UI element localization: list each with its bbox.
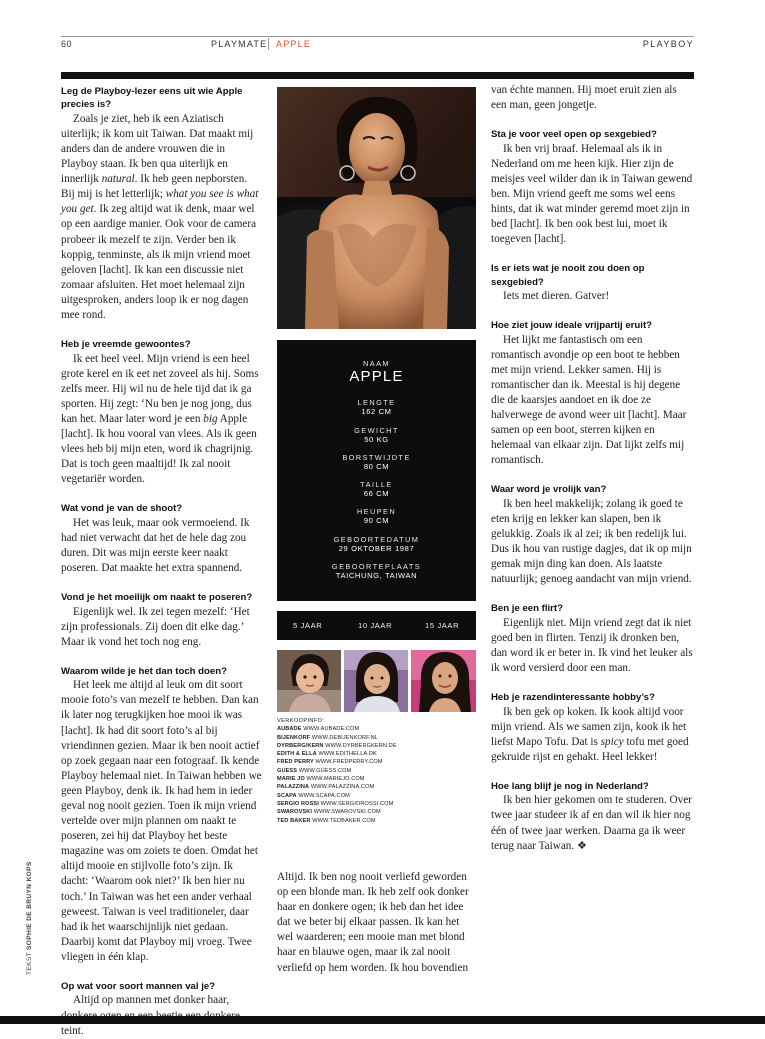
magazine-name: PLAYBOY <box>642 39 694 49</box>
stat-label-gewicht: GEWICHT <box>354 426 399 435</box>
sales-item <box>277 758 476 766</box>
stat-value-borstwijdte: 80 CM <box>363 462 390 471</box>
sales-brand: TED BAKER <box>277 817 311 824</box>
sales-item <box>277 808 476 816</box>
sales-url: WWW.PALAZZINA.COM <box>310 784 375 791</box>
sales-url: WWW.AUBADE.COM <box>303 726 360 733</box>
stats-box <box>277 340 476 601</box>
stat-label-borstwijdte: BORSTWIJDTE <box>342 453 411 462</box>
sales-item <box>277 792 476 800</box>
stat-value-taille: 66 CM <box>363 489 390 498</box>
text-run: Ik ben hier gekomen om te studeren. Over twee jaar studeer ik af en dan wil ik hier nog één of twee jaar werken. Daarna ga ik weer terug naar Taiwan. ❖ <box>491 794 692 852</box>
question-heading: Vond je het moeilijk om naakt te poseren? <box>61 592 253 604</box>
sales-brand: EDITH & ELLA <box>277 751 317 758</box>
sales-brand: SWAROVSKI <box>277 809 313 816</box>
stat-label-geboorteplaats: GEBOORTEPLAATS <box>331 562 422 571</box>
stat-value-geboorteplaats: TAICHUNG, TAIWAN <box>335 571 418 580</box>
question-heading: Hoe lang blijf je nog in Nederland? <box>491 780 649 792</box>
sales-info <box>277 717 476 825</box>
sales-item <box>277 775 476 783</box>
stat-label-heupen: HEUPEN <box>356 507 397 516</box>
sales-url: WWW.GUESS.COM <box>298 767 352 774</box>
question-heading: Is er iets wat je nooit zou doen op sexgebied? <box>491 263 645 288</box>
text-run: Ik ben gek op koken. Ik kook altijd voor mijn vriend. Als we samen zijn, kook ik het liefst Mapo Tofu. Dat is <box>491 705 687 748</box>
sales-item <box>277 742 476 750</box>
left-column <box>61 85 262 1039</box>
name-value: APPLE <box>349 368 404 385</box>
text-run: Ik eet heel veel. Mijn vriend is een heel grote kerel en ik eet net zoveel als hij. Soms zelfs meer. Hij wil nu de hele tijd dat ik ga sporten. Hij zegt: ‘Nu ben je nog jong, dus kan het. Maar later word je een <box>61 352 259 425</box>
stat-value-heupen: 90 CM <box>363 516 390 525</box>
text-run: Eigenlijk niet. Mijn vriend zegt dat ik niet goed ben in flirten. Tenzij ik dronken ben, dan word ik er beter in. Ik vind het leuker als ik word versierd door een man. <box>491 616 693 675</box>
right-column <box>491 83 693 854</box>
name-label: NAAM <box>363 359 390 368</box>
middle-column-paragraph: Altijd. Ik ben nog nooit verliefd geworden op een blonde man. Ik heb zelf ook donker haar en donkere ogen; ik heb dan het idee dat we beter bij elkaar passen. Ik kan het wel waarderen; een mooie man met blond haar en blauwe ogen, maar ik zal nooit verliefd op hem worden. Ik hou bovendien <box>277 871 469 974</box>
text-run: Zoals je ziet, heb ik een Aziatisch uiterlijk; ik kom uit Taiwan. Dat maakt mij anders dan de andere vrouwen die in Playboy staan. Ik ben qua uiterlijk en innerlijk <box>61 112 254 186</box>
sales-item <box>277 725 476 733</box>
emphasis-text: natural <box>101 173 135 186</box>
sales-url: WWW.EDITHELLA.DK <box>318 751 377 758</box>
sales-brand: SERGIO ROSSI <box>277 800 319 807</box>
text-run: Altijd op mannen met donker haar, teint. <box>61 994 230 1037</box>
emphasis-text: big <box>203 412 218 425</box>
stat-value-gewicht: 50 KG <box>364 435 389 444</box>
sales-url: WWW.TEDBAKER.COM <box>312 817 376 824</box>
sales-brand: AUBADE <box>277 726 302 733</box>
sales-item <box>277 750 476 758</box>
stat-label-taille: TAILLE <box>360 480 393 489</box>
answer-paragraph <box>491 333 693 469</box>
text-run: Ik ben vrij braaf. Helemaal als ik in Nederland om me heen kijk. Hier zijn de meisjes veel wilder dan ik in Taiwan gewend ben. Mijn vriend geeft me soms wel eens hints, dat ik wat minder geremd moet zijn in bed [lacht]. Ik ben ook best lui, moet ik toegeven [lacht]. <box>491 142 693 246</box>
childhood-photo-10 <box>344 650 408 712</box>
text-run: . Ik heb geen nepborsten. Bij mij is het letterlijk; <box>61 173 248 201</box>
sales-brand: GUESS <box>277 767 298 774</box>
sales-item <box>277 783 476 791</box>
age-label-5: 5 JAAR <box>293 621 323 630</box>
text-run: Iets met dieren. Gatver! <box>503 290 610 303</box>
answer-paragraph <box>61 352 262 488</box>
playmate-name-label: APPLE <box>276 39 312 49</box>
answer-paragraph <box>491 142 693 248</box>
age-labels-bar <box>277 611 476 640</box>
sales-url: WWW.SCAPA.COM <box>298 792 350 799</box>
question-heading: Heb je vreemde gewoontes? <box>61 339 191 351</box>
text-run: tofu met goed gekruide rijst en gehakt. Heel lekker! <box>491 735 689 763</box>
question-heading: Waarom wilde je het dan toch doen? <box>61 665 227 677</box>
sales-brand: DYRBERG/KERN <box>277 742 324 749</box>
answer-paragraph <box>491 289 693 304</box>
text-run: Het leek me altijd al leuk om dit soort mooie foto’s van mezelf te hebben. Dan kan ik later nog terugkijken hoe mooi ik was [lacht]. Ik had dit soort foto’s al bij vriendinnen gezien. Maar ik ben nooit actief op zoek gegaan naar een fotograaf. Ik kende Playboy helemaal niet. In Taiwan hebben we geen Playboy, denk ik. Ik had hem in ieder geval nog nooit gezien. Toen ik mijn vriend vertelde over mijn plannen om naakt te poseren, zei hij dat Playboy het beste magazine was om zoiets te doen. Omdat het altijd mooie en stijlvolle foto’s zijn. Ik dacht: ‘Waarom ook niet?’ Ik ben hier nu toch.’ In Taiwan was het een ander verhaal geweest. Taiwan is veel traditioneler, daar had ik het waarschijnlijk niet gedaan. Daarbij komt dat Playboy mij vroeg. Twee vliegen in één klap. <box>61 679 262 963</box>
middle-column <box>277 870 476 976</box>
sales-item <box>277 767 476 775</box>
question-heading: Sta je voor veel open op sexgebied? <box>491 129 657 141</box>
answer-paragraph <box>61 605 262 650</box>
author-credit <box>26 861 33 975</box>
sales-brand: MARIE JO <box>277 776 305 783</box>
sales-brand: FRED PERRY <box>277 759 314 766</box>
main-photo <box>277 87 476 329</box>
answer-paragraph <box>491 83 693 113</box>
answer-paragraph <box>61 112 262 323</box>
sales-url: WWW.DYRBERGKERN.DE <box>325 742 397 749</box>
credit-label: TEKST <box>26 949 33 975</box>
answer-paragraph <box>61 516 262 576</box>
text-run: Eigenlijk wel. Ik zei tegen mezelf: ‘Het zijn professionals. Zij doen dit elke dag.’ Maar ik vond het toch nog eng. <box>61 605 250 648</box>
sales-url: WWW.SWAROVSKI.COM <box>313 809 381 816</box>
stat-label-geboortedatum: GEBOORTEDATUM <box>333 535 420 544</box>
question-heading: Wat vond je van de shoot? <box>61 503 183 515</box>
age-label-10: 10 JAAR <box>358 621 393 630</box>
text-run: Apple [lacht]. Ik hou vooral van vlees. Als ik geen vlees heb bij mijn eten, word ik chagrijnig. Dat is toch geen maaltijd! Ik zal nooit vegetariër worden. <box>61 412 257 486</box>
question-heading: Leg de Playboy-lezer eens uit wie Apple precies is? <box>61 86 243 111</box>
text-run: van échte mannen. Hij moet eruit zien als een man, geen jongetje. <box>491 84 677 112</box>
sales-url: WWW.FREDPERRY.COM <box>315 759 383 766</box>
text-run: Het was leuk, maar ook vermoeiend. Ik had niet verwacht dat het de hele dag zou duren. Dit was mijn eerste keer naakt poseren. Dat maakte het extra spannend. <box>61 516 250 575</box>
credit-author: SOPHIE DE BRUYN KOPS <box>26 861 33 950</box>
sales-brand: BIJENKORF <box>277 734 311 741</box>
text-run: Ik ben heel makkelijk; zolang ik goed te eten krijg en lekker kan slapen, ben ik gelukkig. Zoals ik al zei; ik ben redelijk lui. Dus ik hou van rustige dagjes, dat ik op mijn gemak mijn ding kan doen. Als laatste natuurlijk; genoeg aandacht van mijn vriend. <box>491 497 692 586</box>
emphasis-text: spicy <box>600 735 624 748</box>
answer-paragraph <box>491 705 693 765</box>
answer-paragraph <box>61 678 262 965</box>
sales-brand: PALAZZINA <box>277 784 310 791</box>
header-divider <box>268 38 269 50</box>
sales-item <box>277 817 476 825</box>
question-heading: Ben je een flirt? <box>491 603 563 615</box>
answer-paragraph <box>491 793 693 853</box>
black-rule <box>61 72 694 79</box>
question-heading: Waar word je vrolijk van? <box>491 484 607 496</box>
bottom-bar <box>0 1016 765 1024</box>
page-number: 60 <box>61 39 73 49</box>
question-heading: Heb je razendinteressante hobby’s? <box>491 692 655 704</box>
sales-url: WWW.MARIEJO.COM <box>306 776 365 783</box>
section-label: PLAYMATE <box>211 39 268 49</box>
stat-value-geboortedatum: 29 OKTOBER 1987 <box>338 544 415 553</box>
question-heading: Hoe ziet jouw ideale vrijpartij eruit? <box>491 320 652 332</box>
stat-value-lengte: 162 CM <box>361 407 392 416</box>
answer-paragraph <box>491 616 693 676</box>
sales-item <box>277 800 476 808</box>
text-run: . Ik zeg altijd wat ik denk, maar wel op een aardige manier. Ook voor de camera probeer ik mezelf te zijn. Verder ben ik koppig, tenminste, als ik mijn vriend moet geloven [lacht]. Ik kan een discussie niet zomaar afsluiten. Het moet helemaal zijn uitgesproken, anders loop ik er nog dagen mee rond. <box>61 203 257 322</box>
age-label-15: 15 JAAR <box>425 621 460 630</box>
sales-url: WWW.DEBIJENKORF.NL <box>311 734 379 741</box>
header-rule <box>61 36 694 37</box>
stat-label-lengte: LENGTE <box>357 398 396 407</box>
sales-item <box>277 734 476 742</box>
childhood-photo-5 <box>277 650 341 712</box>
sales-brand: SCAPA <box>277 792 297 799</box>
childhood-photo-15 <box>411 650 476 712</box>
answer-paragraph <box>491 497 693 588</box>
sales-url: WWW.SERGIOROSSI.COM <box>320 800 394 807</box>
sales-heading: VERKOOPINFO: <box>277 718 325 724</box>
text-run: Het lijkt me fantastisch om een romantisch avondje op een boot te hebben met mijn vriend. Lekker samen. Hij is romantischer dan ik. Meestal is hij degene die de kaarsjes aandoet en ik doe ze halverwege de avond weer uit [lacht]. Maar samen op een boot, sterren kijken en helemaal van elkaar zijn. Dat lijkt zelfs mij romantisch. <box>491 333 687 467</box>
emphasis-text: what you see is what you get <box>61 188 259 216</box>
question-heading: Op wat voor soort mannen val je? <box>61 981 216 993</box>
